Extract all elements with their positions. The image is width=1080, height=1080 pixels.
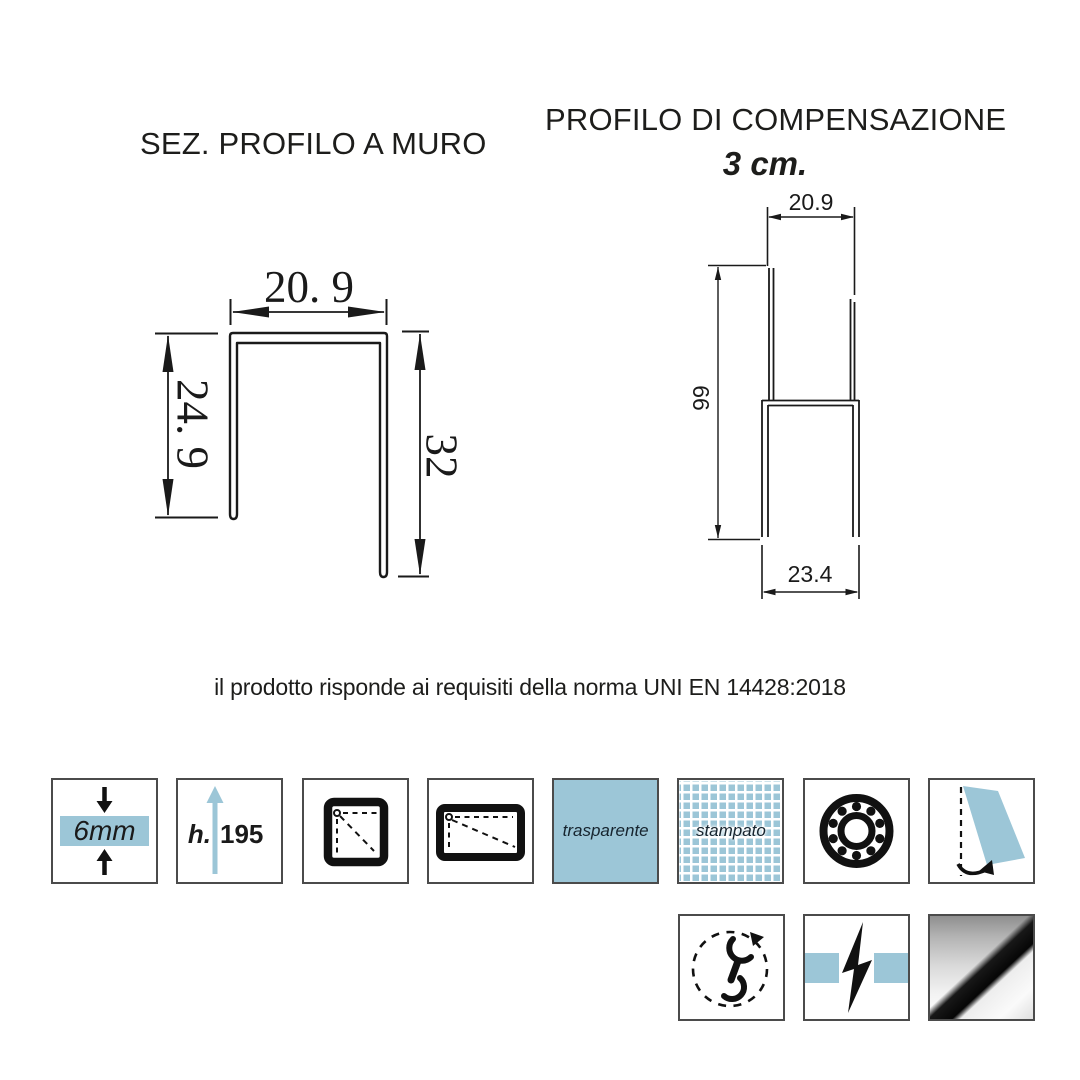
dim-arrow [715, 267, 721, 280]
height-arrow-icon [176, 778, 283, 884]
transparent-glass-label: trasparente [562, 821, 649, 840]
dim-arrow [163, 335, 174, 372]
dim-arrow [846, 589, 859, 595]
dim-left-value: 24. 9 [167, 379, 218, 469]
adjustable-wrench-icon [678, 914, 785, 1021]
glass-thickness-graphic [53, 781, 156, 882]
dim-arrow [415, 334, 426, 370]
dim-top-value: 20. 9 [264, 262, 354, 312]
adjustable-wrench-graphic [680, 916, 783, 1019]
ball-bearing-graphic [805, 781, 908, 882]
height-graphic [178, 781, 281, 882]
norm-statement: il prodotto risponde ai requisiti della norma UNI EN 14428:2018 [214, 674, 846, 700]
ball-bearing-icon [803, 778, 910, 884]
right-diagram-title: PROFILO DI COMPENSAZIONE [545, 102, 1007, 137]
dim-arrow [763, 589, 776, 595]
compensation-profile-drawing [680, 190, 880, 610]
wall-profile-drawing [140, 250, 470, 595]
height-label-value: 195 [220, 818, 264, 849]
quick-release-graphic [805, 916, 908, 1019]
dim-left-value: 66 [687, 385, 714, 411]
dim-arrow [715, 525, 721, 538]
left-diagram-title: SEZ. PROFILO A MURO [140, 126, 487, 161]
rectangular-tray-graphic [429, 781, 532, 882]
square-tray-graphic [304, 781, 407, 882]
feature-icon-row-1 [51, 778, 1035, 884]
reversible-panel-graphic [930, 781, 1033, 882]
printed-glass-icon [677, 778, 784, 884]
glass-thickness-icon [51, 778, 158, 884]
dim-right-value: 32 [416, 433, 467, 479]
feature-icon-row-2 [678, 914, 1035, 1021]
printed-glass-label: stampato [695, 821, 766, 840]
quick-release-icon [803, 914, 910, 1021]
right-diagram-subtitle: 3 cm. [722, 145, 808, 182]
dim-arrow [415, 539, 426, 575]
dim-arrow [163, 479, 174, 516]
rectangular-tray-icon [427, 778, 534, 884]
reversible-panel-icon [928, 778, 1035, 884]
wall-profile-shape [230, 333, 387, 577]
transparent-glass-icon [552, 778, 659, 884]
dim-top-value: 20.9 [788, 190, 834, 215]
glass-thickness-label: 6mm [73, 814, 136, 846]
dim-arrow [841, 214, 854, 220]
square-tray-icon [302, 778, 409, 884]
dim-bottom-value: 23.4 [787, 561, 833, 587]
dim-arrow [768, 214, 781, 220]
chrome-finish-icon [928, 914, 1035, 1021]
height-label-prefix: h. [188, 818, 212, 849]
